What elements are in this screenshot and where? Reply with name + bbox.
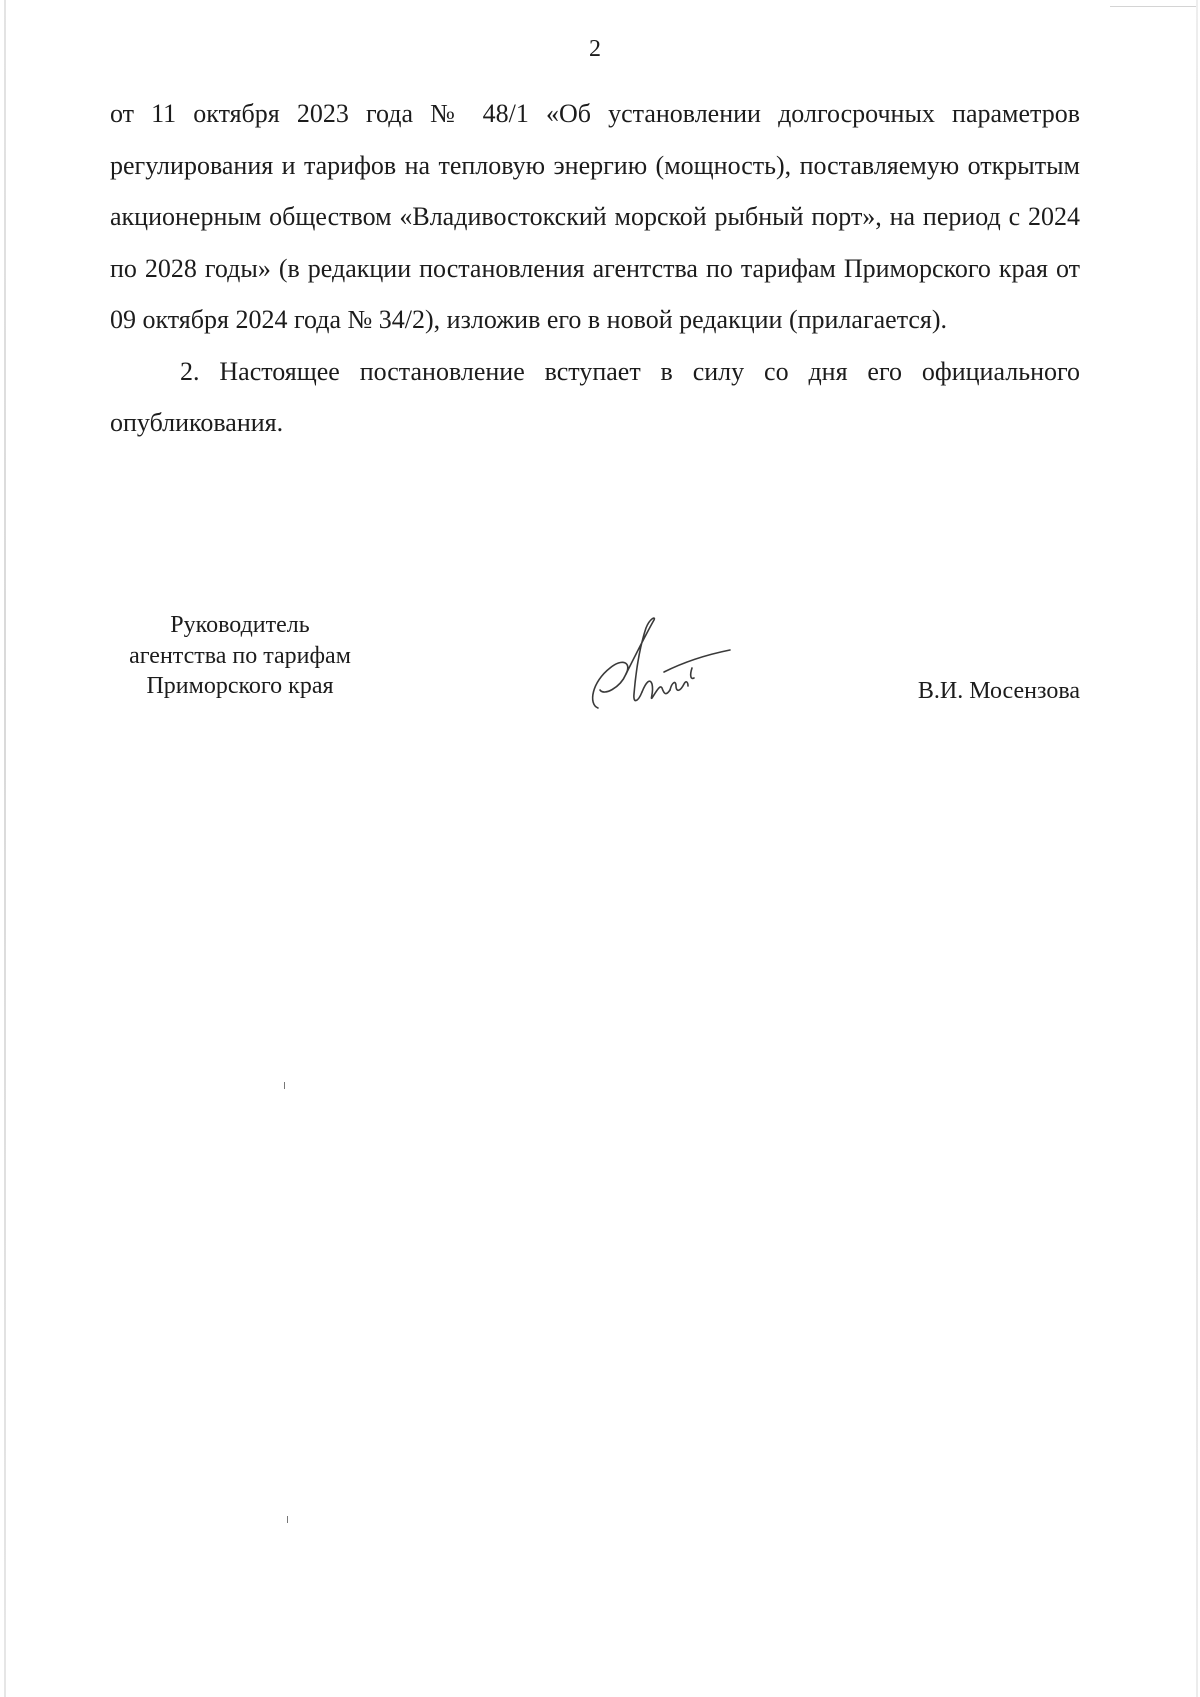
scan-mark: [284, 1082, 285, 1089]
signer-title: [90, 610, 390, 702]
signer-name: В.И. Мосензова: [917, 678, 1080, 704]
paragraph-1: от 11 октября 2023 года № 48/1 «Об установлении долгосрочных параметров регулирования и тарифов на тепловую энергию (мощность), поставляемую открытым акционерным обществом «Владивостокский морской рыбный порт», на период с 2024 по 2028 годы» (в редакции постановления агентства по тарифам Приморского края от 09 октября 2024 года № 34/2), изложив его в новой редакции (прилагается).: [110, 99, 1080, 334]
page-number: 2: [589, 36, 601, 62]
scan-mark: [287, 1516, 288, 1523]
signer-title-line-3: Приморского края: [146, 673, 334, 699]
document-body: [110, 88, 1080, 449]
scan-edge-top: [1110, 6, 1196, 7]
paragraph-2: 2. Настоящее постановление вступает в силу со дня его официального опубликования.: [110, 356, 1080, 437]
signature-icon: [580, 612, 740, 724]
signer-title-line-1: Руководитель: [170, 612, 310, 638]
scan-edge-right: [1196, 0, 1198, 1697]
signer-title-line-2: агентства по тарифам: [129, 642, 351, 669]
scan-edge-left: [4, 0, 6, 1697]
